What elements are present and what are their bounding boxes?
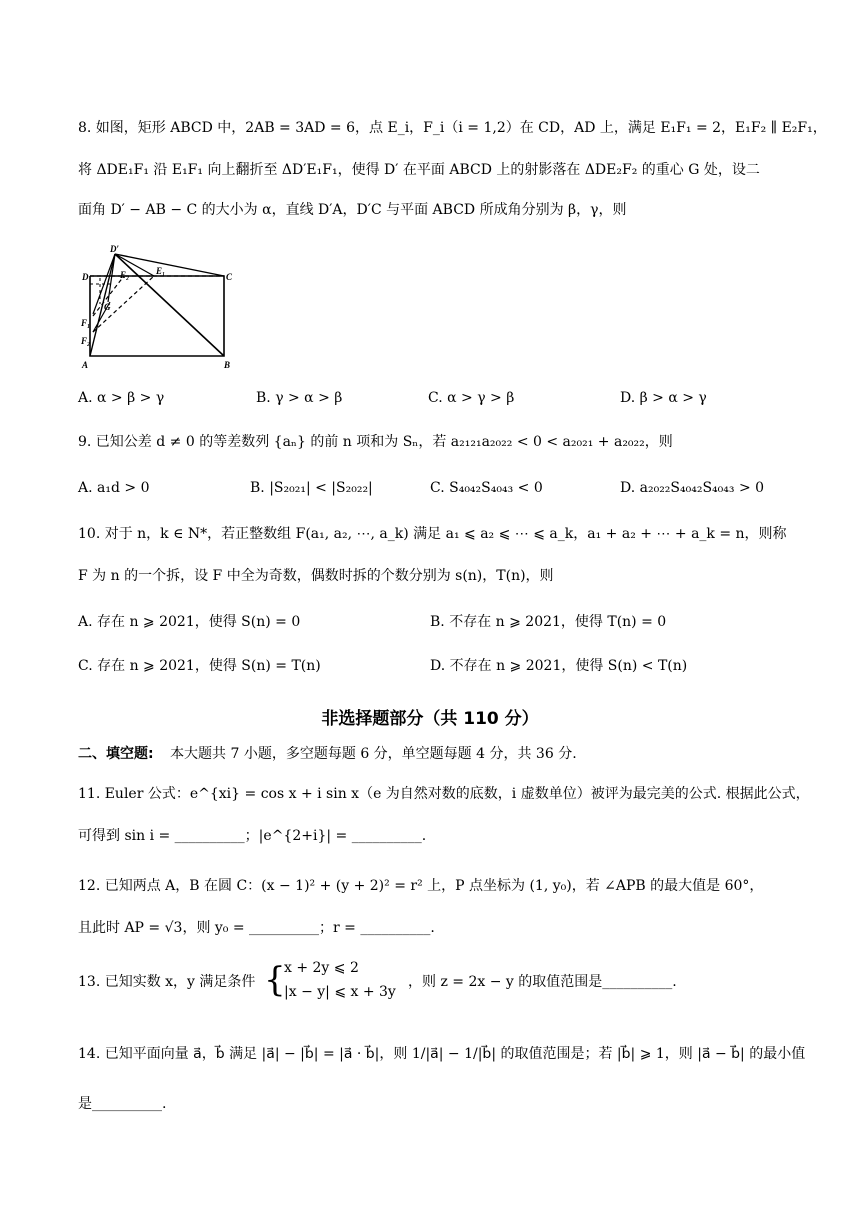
q8-line2: 将 ΔDE₁F₁ 沿 E₁F₁ 向上翻折至 ΔD′E₁F₁，使得 D′ 在平面 ABCD 上的射影落在 ΔDE₂F₂ 的重心 G 处，设二 [78,162,760,178]
label-D: D [82,272,89,282]
label-E1: E₁ [156,266,166,276]
q10-option-d: D. 不存在 n ⩾ 2021，使得 S(n) < T(n) [430,658,688,674]
q13-cond1: x + 2y ⩽ 2 [284,960,359,976]
brace-icon: { [264,960,286,1000]
q13 [78,958,800,1006]
geometry-figure [80,244,240,372]
q10-line1: 10. 对于 n，k ∈ N*，若正整数组 F(a₁, a₂, ⋯, a_k) 满足 a₁ ⩽ a₂ ⩽ ⋯ ⩽ a_k，a₁ + a₂ + ⋯ + a_k = n，则称 [78,526,787,542]
q8-option-a: A. α > β > γ [78,390,165,406]
q10-option-a: A. 存在 n ⩾ 2021，使得 S(n) = 0 [78,614,301,630]
fill-heading-label: 二、填空题: [78,746,154,762]
q9-option-b: B. |S₂₀₂₁| < |S₂₀₂₂| [250,480,373,496]
q8-line3: 面角 D′ − AB − C 的大小为 α，直线 D′A，D′C 与平面 ABCD 所成角分别为 β，γ，则 [78,202,627,218]
label-Dp: D′ [110,244,120,254]
label-C: C [226,272,233,282]
q10-line2: F 为 n 的一个拆，设 F 中全为奇数，偶数时拆的个数分别为 s(n)，T(n)，则 [78,568,554,584]
q14-line2: 是__________. [78,1096,167,1112]
q8-line1: 8. 如图，矩形 ABCD 中，2AB = 3AD = 6，点 E_i，F_i（i = 1,2）在 CD，AD 上，满足 E₁F₁ = 2，E₁F₂ ∥ E₂F₁， [78,120,827,136]
q13-suffix: ，则 z = 2x − y 的取值范围是__________. [408,974,677,990]
q13-prefix: 13. 已知实数 x，y 满足条件 [78,974,256,990]
q11-line1: 11. Euler 公式：e^{xi} = cos x + i sin x（e 为自然对数的底数，i 虚数单位）被评为最完美的公式. 根据此公式， [78,786,810,802]
q11-line2: 可得到 sin i = __________；|e^{2+i}| = __________. [78,828,427,844]
q9-option-a: A. a₁d > 0 [78,480,150,496]
q9-option-c: C. S₄₀₄₂S₄₀₄₃ < 0 [430,480,543,496]
q8-option-b: B. γ > α > β [256,390,343,406]
label-F1: F₁ [81,318,91,328]
label-F2: F₂ [81,336,91,346]
q12-line2: 且此时 AP = √3，则 y₀ = __________；r = __________. [78,920,435,936]
label-G: G [104,302,111,312]
q13-cond2: |x − y| ⩽ x + 3y [284,984,396,1000]
q9-line1: 9. 已知公差 d ≠ 0 的等差数列 {aₙ} 的前 n 项和为 Sₙ，若 a₂₁₂₁a₂₀₂₂ < 0 < a₂₀₂₁ + a₂₀₂₂，则 [78,434,673,450]
label-A: A [82,360,89,370]
label-B: B [224,360,231,370]
section-title: 非选择题部分（共 110 分） [321,709,539,729]
fill-heading [78,744,800,764]
q8-option-d: D. β > α > γ [620,390,707,406]
q8-option-c: C. α > γ > β [428,390,515,406]
fill-heading-text: 本大题共 7 小题，多空题每题 6 分，单空题每题 4 分，共 36 分. [170,746,577,762]
label-E2: E₂ [120,270,130,280]
q10-option-b: B. 不存在 n ⩾ 2021，使得 T(n) = 0 [430,614,667,630]
q9-option-d: D. a₂₀₂₂S₄₀₄₂S₄₀₄₃ > 0 [620,480,765,496]
q12-line1: 12. 已知两点 A，B 在圆 C：(x − 1)² + (y + 2)² = r² 上，P 点坐标为 (1, y₀)，若 ∠APB 的最大值是 60°， [78,878,764,894]
q14-line1: 14. 已知平面向量 a⃗，b⃗ 满足 |a⃗| − |b⃗| = |a⃗ · b⃗|，则 1/|a⃗| − 1/|b⃗| 的取值范围是；若 |b⃗| ⩾ 1，则 |a⃗ − b⃗| 的最小值 [78,1046,806,1062]
q10-option-c: C. 存在 n ⩾ 2021，使得 S(n) = T(n) [78,658,321,674]
